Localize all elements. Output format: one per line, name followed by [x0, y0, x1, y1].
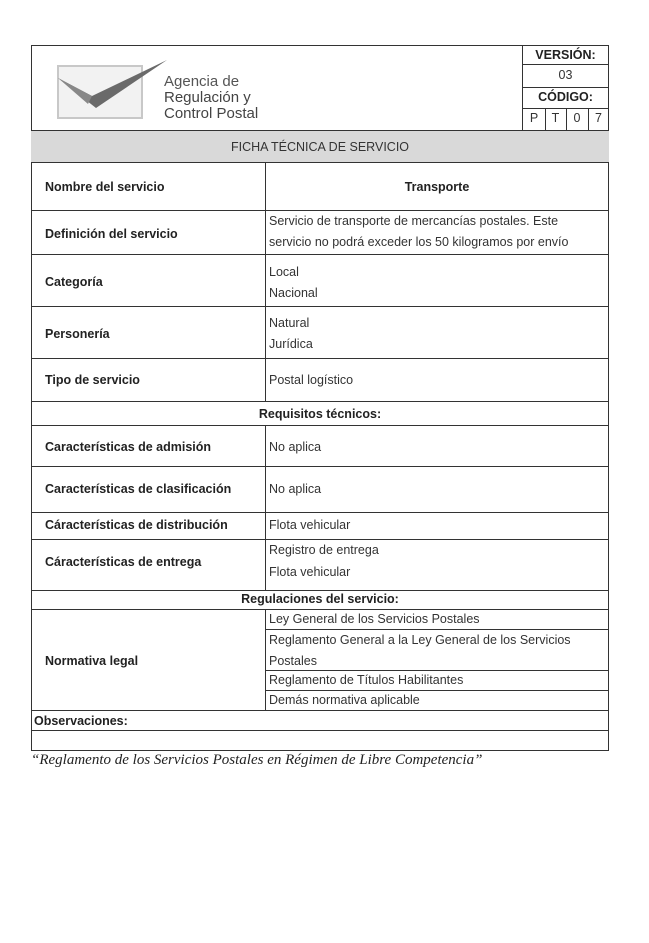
code-char-4: 7: [595, 111, 602, 125]
code-char-3: 0: [573, 111, 581, 125]
distribucion-value: Flota vehicular: [269, 518, 351, 532]
agency-logo: [52, 56, 292, 126]
definicion-label: Definición del servicio: [45, 227, 178, 241]
code-char-2: T: [551, 111, 560, 125]
normativa-item-1: Ley General de los Servicios Postales: [269, 612, 480, 626]
footer-citation: “Reglamento de los Servicios Postales en Régimen de Libre Competencia”: [31, 752, 483, 768]
tipo-value: Postal logístico: [269, 373, 354, 387]
nombre-value: Transporte: [404, 180, 470, 194]
logo-line-1: Agencia de: [164, 73, 240, 90]
normativa-label: Normativa legal: [45, 654, 139, 668]
code-char-1: P: [529, 111, 539, 125]
categoria-line-2: Nacional: [269, 286, 318, 300]
code-label: CÓDIGO:: [538, 90, 593, 104]
definicion-line-1: Servicio de transporte de mercancías postales. Este: [269, 214, 559, 228]
version-value: 03: [558, 68, 573, 82]
regulaciones-heading: Regulaciones del servicio:: [241, 592, 399, 606]
entrega-line-2: Flota vehicular: [269, 565, 351, 579]
distribucion-label: Cáracterísticas de distribución: [45, 518, 228, 532]
version-label: VERSIÓN:: [535, 48, 596, 62]
normativa-item-2: Reglamento General a la Ley General de los Servicios: [269, 633, 571, 647]
logo-line-3: Control Postal: [164, 105, 259, 122]
nombre-label: Nombre del servicio: [45, 180, 165, 194]
normativa-item-3: Reglamento de Títulos Habilitantes: [269, 673, 464, 687]
normativa-item-4: Demás normativa aplicable: [269, 693, 420, 707]
personeria-line-1: Natural: [269, 316, 310, 330]
categoria-label: Categoría: [45, 275, 103, 289]
admision-value: No aplica: [269, 440, 322, 454]
clasificacion-label: Características de clasificación: [45, 482, 232, 496]
logo-line-2: Regulación y: [164, 89, 251, 106]
clasificacion-value: No aplica: [269, 482, 322, 496]
entrega-line-1: Registro de entrega: [269, 543, 379, 557]
definicion-line-2: servicio no podrá exceder los 50 kilogramos por envío: [269, 235, 569, 249]
logo-check-icon: [52, 56, 172, 122]
entrega-label: Cáracterísticas de entrega: [45, 555, 202, 569]
personeria-label: Personería: [45, 327, 110, 341]
personeria-line-2: Jurídica: [269, 337, 313, 351]
admision-label: Características de admisión: [45, 440, 212, 454]
observaciones-label: Observaciones:: [34, 714, 128, 728]
normativa-item-2b: Postales: [269, 654, 317, 668]
page-title: FICHA TÉCNICA DE SERVICIO: [230, 140, 410, 154]
requisitos-heading: Requisitos técnicos:: [258, 407, 382, 421]
tipo-label: Tipo de servicio: [45, 373, 140, 387]
categoria-line-1: Local: [269, 265, 299, 279]
